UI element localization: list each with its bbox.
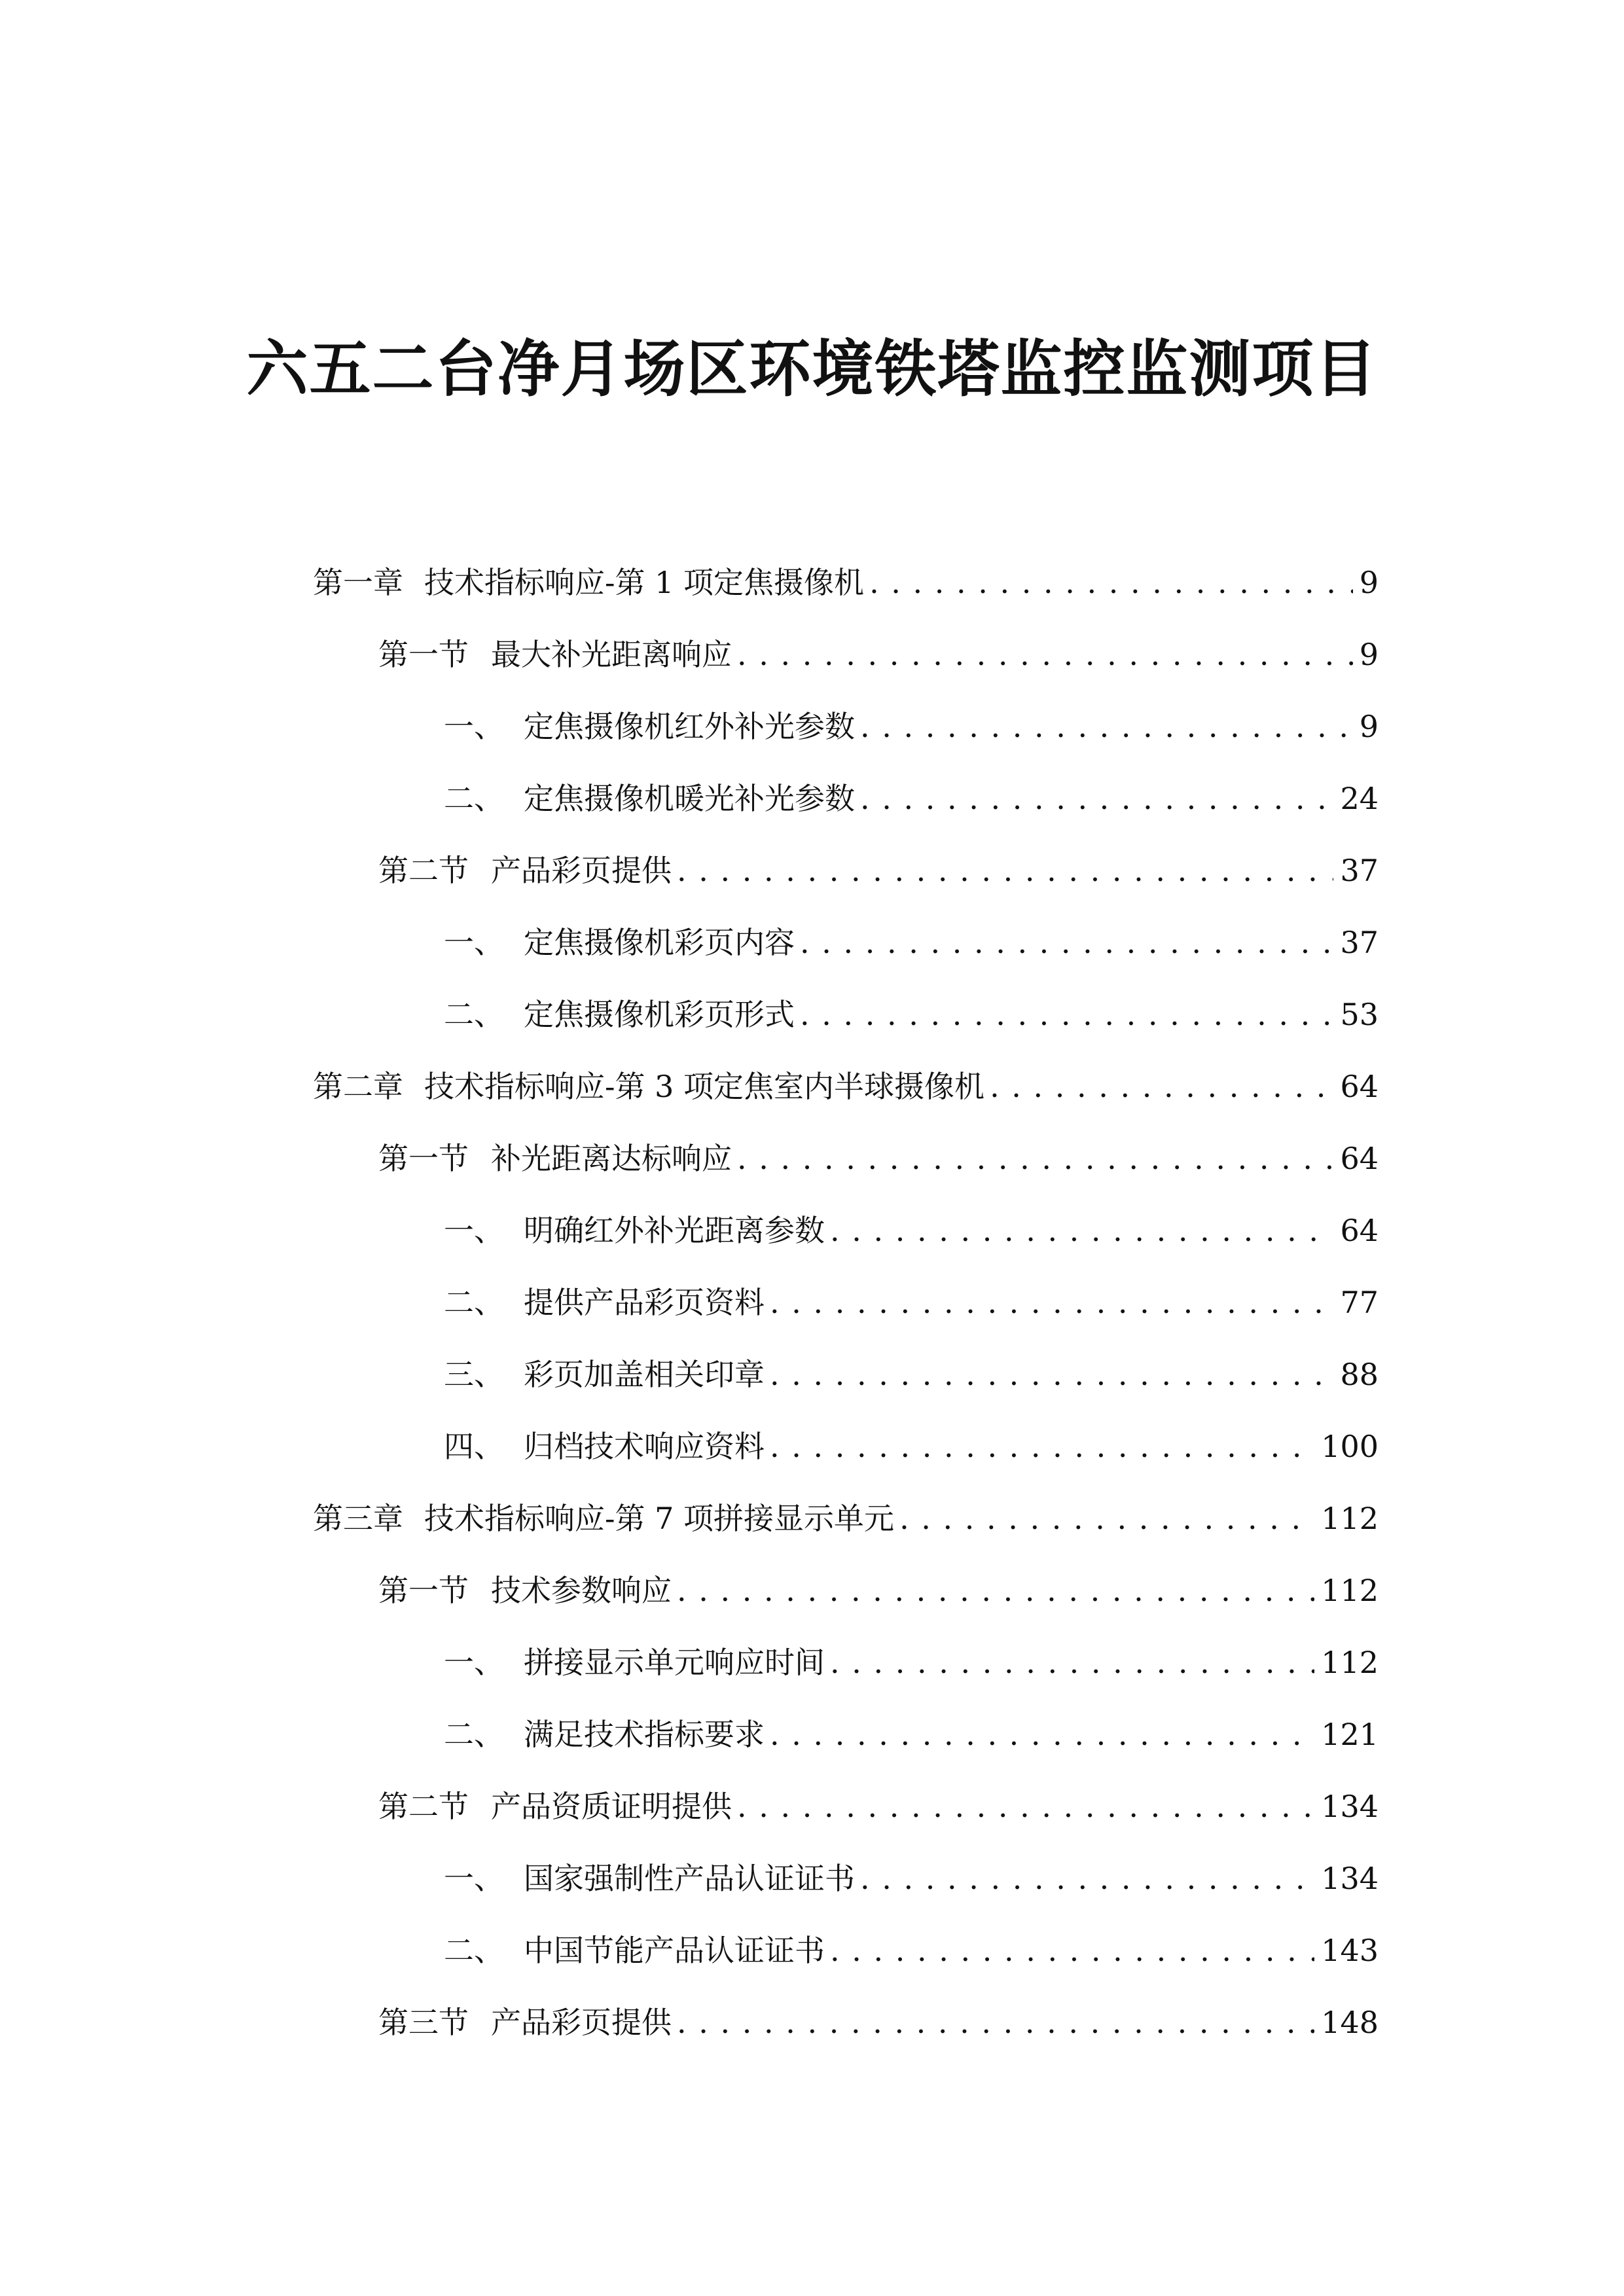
toc-entry-number: 第二节: [378, 853, 469, 888]
toc-entry-page: 24: [1340, 781, 1379, 816]
toc-entry[interactable]: [444, 1280, 1379, 1325]
toc-entry-number: 一、: [444, 1213, 504, 1248]
toc-entry-page: 112: [1321, 1645, 1379, 1680]
toc-entry-title: 中国节能产品认证证书: [524, 1933, 825, 1968]
toc-entry[interactable]: [378, 1568, 1379, 1613]
toc-entry-page: 53: [1340, 997, 1379, 1032]
toc-dot-leader: [770, 1424, 1314, 1469]
toc-entry-number: 第一章: [313, 565, 403, 600]
toc-entry-number: 一、: [444, 1645, 504, 1680]
toc-entry-number: 二、: [444, 1717, 504, 1752]
toc-entry-number: 第三节: [378, 2005, 469, 2040]
toc-dot-leader: [830, 1208, 1333, 1253]
toc-entry[interactable]: [444, 1856, 1379, 1901]
toc-entry-page: 121: [1321, 1717, 1379, 1752]
toc-dot-leader: [770, 1352, 1333, 1397]
toc-dot-leader: [677, 1568, 1314, 1613]
toc-dot-leader: [860, 704, 1353, 749]
toc-entry[interactable]: [378, 2000, 1379, 2045]
toc-entry-number: 第二节: [378, 1789, 469, 1824]
toc-entry-title: 补光距离达标响应: [491, 1141, 732, 1176]
toc-entry-number: 第二章: [313, 1069, 403, 1104]
toc-dot-leader: [860, 1856, 1314, 1901]
toc-entry-page: 64: [1340, 1069, 1379, 1104]
toc-entry-title: 技术指标响应-第 7 项拼接显示单元: [424, 1501, 895, 1536]
toc-entry-page: 112: [1321, 1573, 1379, 1608]
toc-entry-number: 第一节: [378, 1141, 469, 1176]
toc-entry[interactable]: [313, 560, 1379, 605]
toc-entry-title: 满足技术指标要求: [524, 1717, 765, 1752]
toc-entry-page: 37: [1340, 853, 1379, 888]
toc-entry[interactable]: [378, 848, 1379, 893]
document-title: 六五二台净月场区环境铁塔监控监测项目: [246, 334, 1378, 405]
toc-dot-leader: [800, 992, 1333, 1037]
toc-dot-leader: [737, 632, 1353, 677]
toc-dot-leader: [830, 1640, 1314, 1685]
toc-dot-leader: [737, 1136, 1333, 1181]
toc-entry-number: 四、: [444, 1429, 504, 1464]
toc-entry-number: 二、: [444, 997, 504, 1032]
toc-entry-number: 一、: [444, 709, 504, 744]
toc-entry-number: 第一节: [378, 637, 469, 672]
toc-entry-page: 134: [1321, 1861, 1379, 1896]
toc-entry-number: 二、: [444, 781, 504, 816]
toc-entry[interactable]: [444, 1928, 1379, 1973]
toc-dot-leader: [830, 1928, 1314, 1973]
toc-dot-leader: [860, 776, 1333, 821]
toc-entry-title: 产品彩页提供: [491, 2005, 672, 2040]
toc-entry-page: 88: [1340, 1357, 1379, 1392]
toc-entry-page: 9: [1359, 565, 1379, 600]
toc-dot-leader: [800, 920, 1333, 965]
toc-dot-leader: [869, 560, 1353, 605]
toc-entry-title: 定焦摄像机暖光补光参数: [524, 781, 855, 816]
toc-entry-number: 二、: [444, 1933, 504, 1968]
toc-entry-number: 一、: [444, 925, 504, 960]
toc-entry-title: 定焦摄像机彩页内容: [524, 925, 795, 960]
toc-entry-title: 定焦摄像机红外补光参数: [524, 709, 855, 744]
toc-entry[interactable]: [444, 1208, 1379, 1253]
toc-entry-number: 第三章: [313, 1501, 403, 1536]
toc-entry-title: 定焦摄像机彩页形式: [524, 997, 795, 1032]
toc-entry[interactable]: [444, 1640, 1379, 1685]
toc-entry-page: 148: [1321, 2005, 1379, 2040]
toc-entry-number: 第一节: [378, 1573, 469, 1608]
toc-entry-number: 三、: [444, 1357, 504, 1392]
toc-entry-title: 产品资质证明提供: [491, 1789, 732, 1824]
toc-entry[interactable]: [444, 704, 1379, 749]
toc-entry[interactable]: [378, 1784, 1379, 1829]
toc-entry-title: 提供产品彩页资料: [524, 1285, 765, 1320]
toc-entry-title: 技术指标响应-第 1 项定焦摄像机: [424, 565, 865, 600]
toc-entry[interactable]: [444, 1424, 1379, 1469]
toc-dot-leader: [990, 1064, 1333, 1109]
toc-entry-title: 国家强制性产品认证证书: [524, 1861, 855, 1896]
toc-entry-page: 143: [1321, 1933, 1379, 1968]
toc-entry-page: 37: [1340, 925, 1379, 960]
toc-entry-page: 134: [1321, 1789, 1379, 1824]
toc-entry[interactable]: [444, 1352, 1379, 1397]
toc-entry-page: 77: [1340, 1285, 1379, 1320]
toc-entry-title: 归档技术响应资料: [524, 1429, 765, 1464]
toc-entry[interactable]: [313, 1064, 1379, 1109]
toc-entry[interactable]: [378, 632, 1379, 677]
toc-dot-leader: [677, 848, 1333, 893]
toc-entry-page: 64: [1340, 1141, 1379, 1176]
toc-dot-leader: [677, 2000, 1314, 2045]
toc-entry[interactable]: [444, 1712, 1379, 1757]
toc-dot-leader: [770, 1712, 1314, 1757]
toc-entry-title: 技术指标响应-第 3 项定焦室内半球摄像机: [424, 1069, 985, 1104]
toc-entry-page: 9: [1359, 637, 1379, 672]
toc-entry-title: 最大补光距离响应: [491, 637, 732, 672]
toc-entry-number: 一、: [444, 1861, 504, 1896]
toc-entry-number: 二、: [444, 1285, 504, 1320]
toc-entry-title: 产品彩页提供: [491, 853, 672, 888]
toc-entry-page: 9: [1359, 709, 1379, 744]
toc-entry-title: 明确红外补光距离参数: [524, 1213, 825, 1248]
toc-entry-title: 彩页加盖相关印章: [524, 1357, 765, 1392]
toc-entry[interactable]: [444, 776, 1379, 821]
toc-entry-page: 112: [1321, 1501, 1379, 1536]
toc-entry-title: 技术参数响应: [491, 1573, 672, 1608]
toc-entry[interactable]: [378, 1136, 1379, 1181]
toc-entry-page: 64: [1340, 1213, 1379, 1248]
toc-dot-leader: [899, 1496, 1314, 1541]
toc-dot-leader: [737, 1784, 1314, 1829]
toc-entry-title: 拼接显示单元响应时间: [524, 1645, 825, 1680]
toc-entry[interactable]: [444, 920, 1379, 965]
toc-entry[interactable]: [313, 1496, 1379, 1541]
toc-dot-leader: [770, 1280, 1333, 1325]
toc-entry-page: 100: [1321, 1429, 1379, 1464]
toc-entry[interactable]: [444, 992, 1379, 1037]
